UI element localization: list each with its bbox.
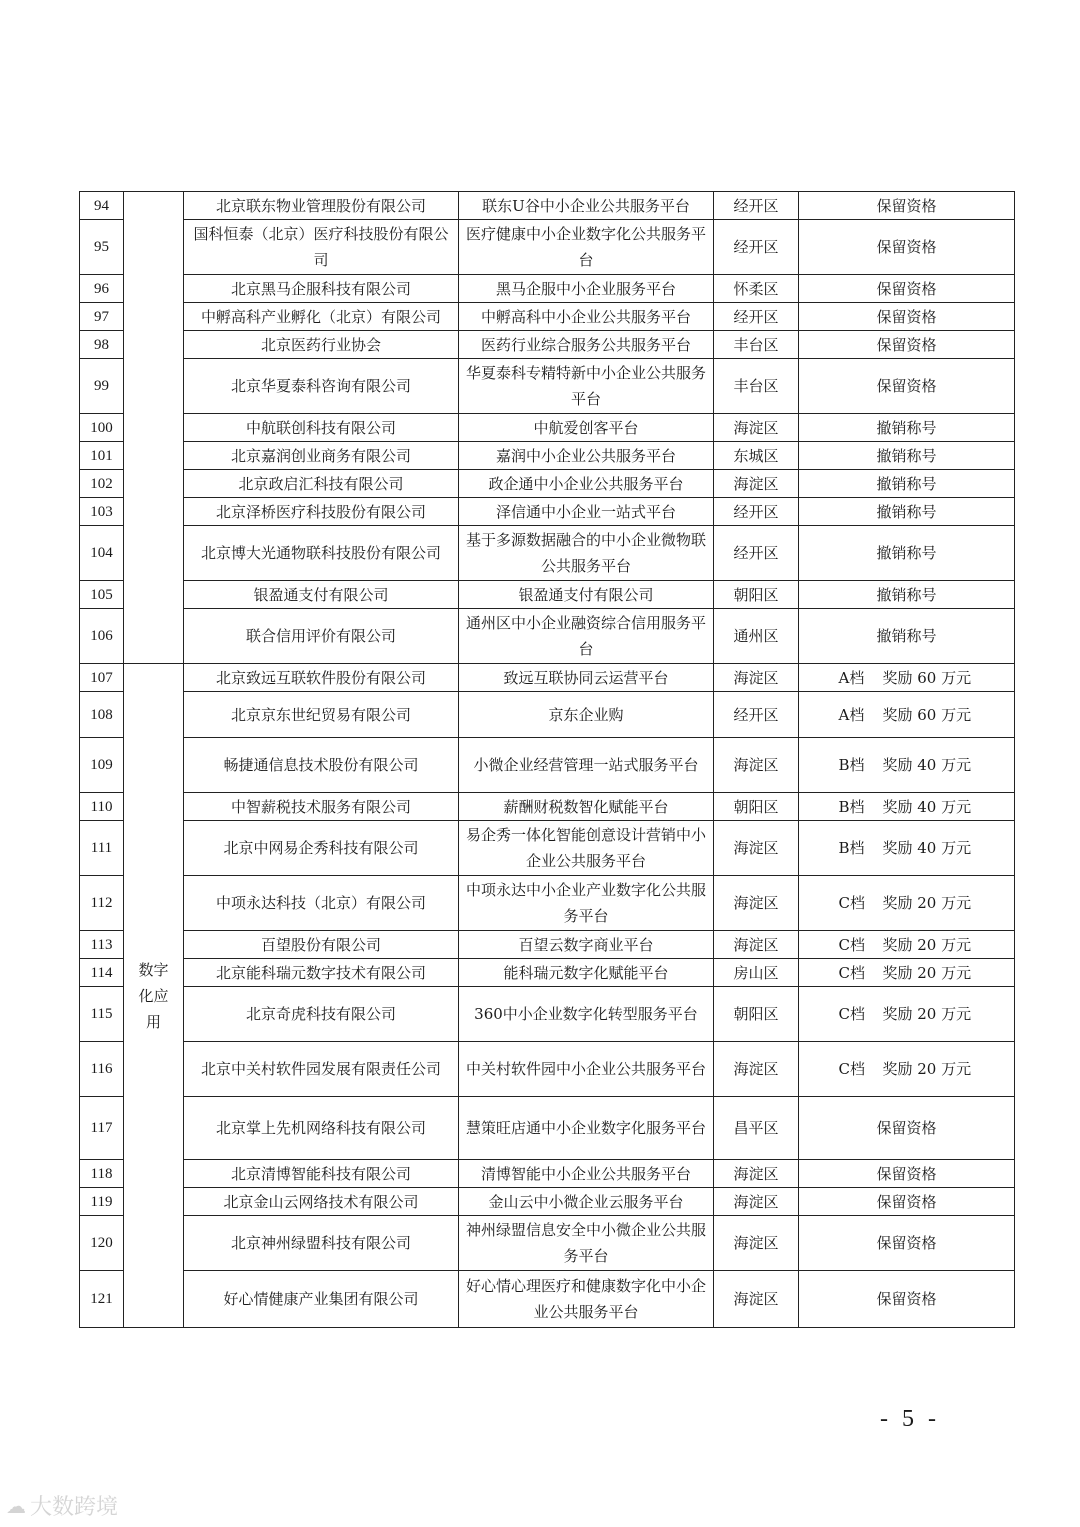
result-status: 保留资格	[799, 331, 1015, 359]
row-number: 99	[80, 359, 124, 414]
platform-name: 嘉润中小企业公共服务平台	[459, 442, 714, 470]
platform-name: 中孵高科中小企业公共服务平台	[459, 303, 714, 331]
company-name: 百望股份有限公司	[184, 931, 459, 959]
award-grade: C档	[838, 963, 865, 982]
row-number: 105	[80, 581, 124, 609]
company-name: 畅捷通信息技术股份有限公司	[184, 738, 459, 793]
table-row	[80, 359, 1015, 414]
service-platform-table	[79, 191, 1015, 1328]
district: 海淀区	[714, 664, 799, 692]
company-name: 北京黑马企服科技有限公司	[184, 275, 459, 303]
platform-name: 医药行业综合服务公共服务平台	[459, 331, 714, 359]
row-number: 106	[80, 609, 124, 664]
result-status: 保留资格	[799, 1216, 1015, 1271]
table-row	[80, 220, 1015, 275]
table-row	[80, 609, 1015, 664]
table-row	[80, 1097, 1015, 1160]
district: 经开区	[714, 498, 799, 526]
table-row	[80, 303, 1015, 331]
result-award	[799, 738, 1015, 793]
result-status: 撤销称号	[799, 442, 1015, 470]
district: 丰台区	[714, 331, 799, 359]
award-amount: 奖励 20 万元	[882, 935, 972, 954]
result-award	[799, 692, 1015, 738]
result-status: 保留资格	[799, 359, 1015, 414]
district: 经开区	[714, 526, 799, 581]
row-number: 113	[80, 931, 124, 959]
result-status: 撤销称号	[799, 414, 1015, 442]
platform-name: 通州区中小企业融资综合信用服务平台	[459, 609, 714, 664]
result-status: 保留资格	[799, 220, 1015, 275]
platform-name: 基于多源数据融合的中小企业微物联公共服务平台	[459, 526, 714, 581]
table-row	[80, 793, 1015, 821]
platform-name: 黑马企服中小企业服务平台	[459, 275, 714, 303]
award-amount: 奖励 20 万元	[882, 894, 972, 912]
award-amount: 奖励 20 万元	[882, 963, 972, 982]
row-number: 97	[80, 303, 124, 331]
company-name: 北京金山云网络技术有限公司	[184, 1188, 459, 1216]
district: 朝阳区	[714, 793, 799, 821]
district: 朝阳区	[714, 581, 799, 609]
district: 海淀区	[714, 821, 799, 876]
company-name: 北京致远互联软件股份有限公司	[184, 664, 459, 692]
result-status: 保留资格	[799, 1271, 1015, 1328]
table-row	[80, 1216, 1015, 1271]
result-status: 保留资格	[799, 1188, 1015, 1216]
table-row	[80, 1271, 1015, 1328]
platform-name: 京东企业购	[459, 692, 714, 738]
row-number: 114	[80, 959, 124, 987]
company-name: 中项永达科技（北京）有限公司	[184, 876, 459, 931]
table-row	[80, 275, 1015, 303]
district: 经开区	[714, 303, 799, 331]
table-row	[80, 331, 1015, 359]
platform-name: 慧策旺店通中小企业数字化服务平台	[459, 1097, 714, 1160]
category-cell	[124, 664, 184, 1328]
table-row	[80, 581, 1015, 609]
table-row	[80, 959, 1015, 987]
row-number: 117	[80, 1097, 124, 1160]
company-name: 中航联创科技有限公司	[184, 414, 459, 442]
award-amount: 奖励 40 万元	[882, 756, 972, 774]
district: 朝阳区	[714, 987, 799, 1042]
company-name: 银盈通支付有限公司	[184, 581, 459, 609]
category-cell	[124, 192, 184, 664]
row-number: 108	[80, 692, 124, 738]
award-grade: A档	[838, 705, 865, 724]
result-award	[799, 987, 1015, 1042]
company-name: 北京医药行业协会	[184, 331, 459, 359]
award-grade: B档	[838, 756, 865, 774]
district: 经开区	[714, 692, 799, 738]
platform-name: 薪酬财税数智化赋能平台	[459, 793, 714, 821]
district: 海淀区	[714, 876, 799, 931]
platform-name: 中关村软件园中小企业公共服务平台	[459, 1042, 714, 1097]
company-name: 北京中关村软件园发展有限责任公司	[184, 1042, 459, 1097]
row-number: 94	[80, 192, 124, 220]
result-award	[799, 821, 1015, 876]
district: 海淀区	[714, 931, 799, 959]
company-name: 北京能科瑞元数字技术有限公司	[184, 959, 459, 987]
table-row	[80, 1188, 1015, 1216]
table-row	[80, 526, 1015, 581]
row-number: 119	[80, 1188, 124, 1216]
row-number: 107	[80, 664, 124, 692]
watermark-text: 大数跨境	[30, 1495, 119, 1520]
platform-name: 金山云中小微企业云服务平台	[459, 1188, 714, 1216]
table-row	[80, 470, 1015, 498]
result-status: 保留资格	[799, 192, 1015, 220]
award-grade: C档	[838, 894, 865, 912]
result-status: 撤销称号	[799, 498, 1015, 526]
district: 经开区	[714, 220, 799, 275]
table-row	[80, 664, 1015, 692]
district: 海淀区	[714, 1160, 799, 1188]
district: 海淀区	[714, 1042, 799, 1097]
award-amount: 奖励 40 万元	[882, 839, 972, 857]
award-grade: C档	[838, 1060, 865, 1078]
row-number: 101	[80, 442, 124, 470]
award-amount: 奖励 20 万元	[882, 1060, 972, 1078]
table-row	[80, 414, 1015, 442]
district: 海淀区	[714, 470, 799, 498]
result-award	[799, 959, 1015, 987]
district: 海淀区	[714, 738, 799, 793]
award-grade: B档	[838, 797, 865, 816]
platform-name: 中项永达中小企业产业数字化公共服务平台	[459, 876, 714, 931]
page-number: - 5 -	[880, 1406, 940, 1432]
table-row	[80, 931, 1015, 959]
district: 丰台区	[714, 359, 799, 414]
table-row	[80, 442, 1015, 470]
row-number: 98	[80, 331, 124, 359]
district: 经开区	[714, 192, 799, 220]
result-award	[799, 876, 1015, 931]
district: 怀柔区	[714, 275, 799, 303]
result-award	[799, 931, 1015, 959]
platform-name: 致远互联协同云运营平台	[459, 664, 714, 692]
company-name: 北京奇虎科技有限公司	[184, 987, 459, 1042]
logo-icon: ☁	[6, 1493, 26, 1518]
platform-name: 360中小企业数字化转型服务平台	[459, 987, 714, 1042]
company-name: 好心情健康产业集团有限公司	[184, 1271, 459, 1328]
platform-name: 好心情心理医疗和健康数字化中小企业公共服务平台	[459, 1271, 714, 1328]
row-number: 102	[80, 470, 124, 498]
row-number: 121	[80, 1271, 124, 1328]
row-number: 111	[80, 821, 124, 876]
row-number: 104	[80, 526, 124, 581]
company-name: 联合信用评价有限公司	[184, 609, 459, 664]
table-row	[80, 876, 1015, 931]
row-number: 100	[80, 414, 124, 442]
district: 昌平区	[714, 1097, 799, 1160]
result-status: 保留资格	[799, 275, 1015, 303]
row-number: 118	[80, 1160, 124, 1188]
district: 海淀区	[714, 1271, 799, 1328]
district: 通州区	[714, 609, 799, 664]
platform-name: 政企通中小企业公共服务平台	[459, 470, 714, 498]
table-row	[80, 1160, 1015, 1188]
company-name: 北京博大光通物联科技股份有限公司	[184, 526, 459, 581]
platform-name: 神州绿盟信息安全中小微企业公共服务平台	[459, 1216, 714, 1271]
company-name: 北京泽桥医疗科技股份有限公司	[184, 498, 459, 526]
company-name: 北京神州绿盟科技有限公司	[184, 1216, 459, 1271]
result-award	[799, 1042, 1015, 1097]
company-name: 国科恒泰（北京）医疗科技股份有限公司	[184, 220, 459, 275]
platform-name: 能科瑞元数字化赋能平台	[459, 959, 714, 987]
result-status: 撤销称号	[799, 581, 1015, 609]
result-award	[799, 793, 1015, 821]
district: 东城区	[714, 442, 799, 470]
award-amount: 奖励 40 万元	[882, 797, 972, 816]
platform-name: 联东U谷中小企业公共服务平台	[459, 192, 714, 220]
company-name: 中孵高科产业孵化（北京）有限公司	[184, 303, 459, 331]
award-amount: 奖励 60 万元	[882, 705, 972, 724]
company-name: 中智薪税技术服务有限公司	[184, 793, 459, 821]
platform-name: 泽信通中小企业一站式平台	[459, 498, 714, 526]
award-grade: A档	[838, 668, 865, 687]
company-name: 北京京东世纪贸易有限公司	[184, 692, 459, 738]
row-number: 115	[80, 987, 124, 1042]
award-amount: 奖励 60 万元	[882, 668, 972, 687]
company-name: 北京华夏泰科咨询有限公司	[184, 359, 459, 414]
company-name: 北京联东物业管理股份有限公司	[184, 192, 459, 220]
award-amount: 奖励 20 万元	[882, 1005, 972, 1023]
table-row	[80, 498, 1015, 526]
platform-name: 银盈通支付有限公司	[459, 581, 714, 609]
table-row	[80, 1042, 1015, 1097]
platform-name: 百望云数字商业平台	[459, 931, 714, 959]
result-status: 保留资格	[799, 1160, 1015, 1188]
table-row	[80, 821, 1015, 876]
award-grade: C档	[838, 935, 865, 954]
company-name: 北京政启汇科技有限公司	[184, 470, 459, 498]
category-label: 数字化应用	[138, 960, 169, 1031]
company-name: 北京中网易企秀科技有限公司	[184, 821, 459, 876]
table-body	[80, 192, 1015, 1328]
row-number: 120	[80, 1216, 124, 1271]
result-status: 保留资格	[799, 1097, 1015, 1160]
company-name: 北京掌上先机网络科技有限公司	[184, 1097, 459, 1160]
watermark	[6, 1490, 118, 1521]
row-number: 103	[80, 498, 124, 526]
district: 海淀区	[714, 1188, 799, 1216]
result-status: 撤销称号	[799, 526, 1015, 581]
company-name: 北京清博智能科技有限公司	[184, 1160, 459, 1188]
table-row	[80, 692, 1015, 738]
result-award	[799, 664, 1015, 692]
platform-name: 华夏泰科专精特新中小企业公共服务平台	[459, 359, 714, 414]
district: 海淀区	[714, 1216, 799, 1271]
platform-name: 中航爱创客平台	[459, 414, 714, 442]
district: 房山区	[714, 959, 799, 987]
table-row	[80, 987, 1015, 1042]
result-status: 撤销称号	[799, 609, 1015, 664]
district: 海淀区	[714, 414, 799, 442]
row-number: 109	[80, 738, 124, 793]
result-status: 撤销称号	[799, 470, 1015, 498]
table-row	[80, 738, 1015, 793]
platform-name: 易企秀一体化智能创意设计营销中小企业公共服务平台	[459, 821, 714, 876]
award-grade: B档	[838, 839, 865, 857]
platform-name: 清博智能中小企业公共服务平台	[459, 1160, 714, 1188]
row-number: 112	[80, 876, 124, 931]
platform-name: 小微企业经营管理一站式服务平台	[459, 738, 714, 793]
row-number: 116	[80, 1042, 124, 1097]
award-grade: C档	[838, 1005, 865, 1023]
row-number: 96	[80, 275, 124, 303]
result-status: 保留资格	[799, 303, 1015, 331]
row-number: 110	[80, 793, 124, 821]
company-name: 北京嘉润创业商务有限公司	[184, 442, 459, 470]
row-number: 95	[80, 220, 124, 275]
table-row	[80, 192, 1015, 220]
platform-name: 医疗健康中小企业数字化公共服务平台	[459, 220, 714, 275]
